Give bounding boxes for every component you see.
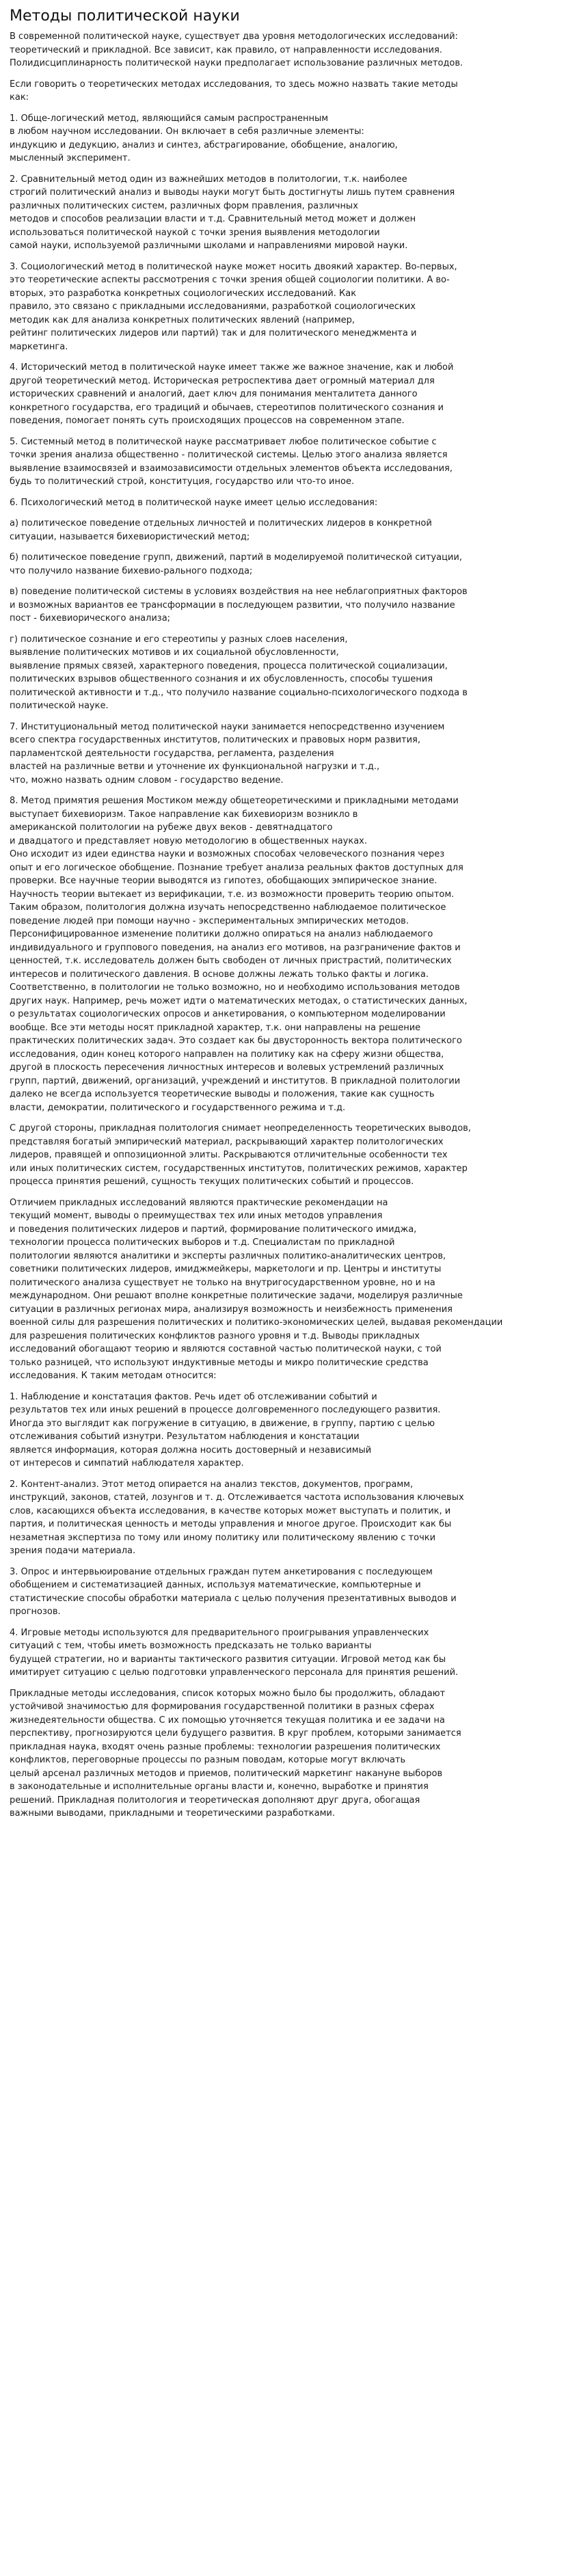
page-title: Методы политической науки [10, 8, 240, 25]
paragraph-line: а) политическое поведение отдельных личностей и политических лидеров в конкретной [10, 518, 432, 528]
paragraph-line: и возможных вариантов ее трансформации в последующем развитии, что получило название [10, 600, 455, 611]
paragraph-line: политических взрывов общественного сознания и их обусловленность, способы тушения [10, 674, 433, 684]
paragraph-line: решений. Прикладная политология и теоретическая дополняют друг друга, обогащая [10, 1795, 420, 1806]
paragraph-line: политической науке. [10, 701, 109, 711]
paragraph-line: строгий политический анализ и выводы науки могут быть достигнуты лишь путем сравнения [10, 187, 455, 198]
paragraph-line: процесса принятия решений, сущность текущих политических событий и процессов. [10, 1177, 414, 1187]
paragraph-line: слов, касающихся объекта исследования, в качестве которых может выступать и политик, и [10, 1505, 451, 1516]
paragraph-line: Научность теории вытекает из верификации, т.е. из возможности проверить теорию опытом. [10, 889, 455, 900]
paragraph-line: 2. Сравнительный метод один из важнейших методов в политологии, т.к. наиболее [10, 174, 407, 185]
paragraph-line: выявление политических мотивов и их социальной обусловленности, [10, 647, 339, 658]
paragraph-line: представляя богатый эмпирический материал, раскрывающий характер политологических [10, 1136, 444, 1147]
paragraph-line: в) поведение политической системы в условиях воздействия на нее неблагоприятных факторов [10, 587, 468, 597]
paragraph-line: для разрешения политических конфликтов разного уровня и т.д. Выводы прикладных [10, 1330, 420, 1341]
paragraph-line: международном. Они решают вполне конкретные политические задачи, моделируя различные [10, 1291, 463, 1301]
paragraph [10, 1196, 569, 1383]
paragraph [10, 260, 569, 354]
paragraph-line: лидеров, правящей и оппозиционной элиты. Раскрываются отличительные особенности тех [10, 1150, 448, 1160]
paragraph-line: пост - бихевиорического анализа; [10, 613, 171, 623]
paragraph-line: инструкций, законов, статей, лозунгов и т. д. Отслеживается частота использования ключевых [10, 1492, 464, 1503]
paragraph-line: американской политологии на рубеже двух веков - девятнадцатого [10, 822, 333, 833]
paragraph-line: в любом научном исследовании. Он включает в себя различные элементы: [10, 126, 364, 137]
paragraph [10, 1122, 569, 1189]
paragraph [10, 173, 569, 253]
paragraph-line: Персонифицированное изменение политики должно опираться на анализ наблюдаемого [10, 929, 433, 939]
paragraph-line: опыт и его логическое обобщение. Познание требует анализа реальных фактов доступных для [10, 862, 463, 873]
paragraph-line: имитирует ситуацию с целью подготовки управленческого персонала для принятия решений. [10, 1667, 459, 1678]
paragraph-line: или иных политических систем, государственных институтов, политических режимов, характер [10, 1163, 468, 1174]
paragraph [10, 721, 569, 788]
paragraph-line: 1. Обще-логический метод, являющийся самым распространенным [10, 113, 329, 124]
paragraph [10, 1391, 569, 1471]
paragraph-line: 8. Метод примятия решения Мостиком между общетеоретическими и прикладными методами [10, 796, 459, 806]
paragraph-line: выступает бихевиоризм. Такое направление как бихевиоризм возникло в [10, 809, 358, 820]
paragraph [10, 112, 569, 165]
paragraph-line: в законодательные и исполнительные органы власти и, конечно, выработке и принятия [10, 1782, 429, 1792]
paragraph [10, 496, 569, 510]
paragraph-line: 1. Наблюдение и констатация фактов. Речь идет об отслеживании событий и [10, 1391, 377, 1402]
paragraph [10, 585, 569, 626]
paragraph-line: правило, это связано с прикладными исследованиями, разработкой социологических [10, 301, 416, 312]
paragraph-line: выявление взаимосвязей и взаимозависимости отдельных элементов объекта исследования, [10, 463, 453, 474]
paragraph-line: вторых, это разработка конкретных социологических исследований. Как [10, 288, 357, 299]
paragraph-line: что получило название бихевио-рального подхода; [10, 565, 253, 576]
paragraph [10, 633, 569, 713]
paragraph-line: групп, партий, движений, организаций, учреждений и институтов. В прикладной политологии [10, 1075, 461, 1086]
paragraph-line: Иногда это выглядит как погружение в ситуацию, в движение, в группу, партию с целью [10, 1418, 435, 1429]
paragraph-line: 7. Институциональный метод политической науки занимается непосредственно изучением [10, 721, 445, 732]
paragraph-line: исследования. К таким методам относится: [10, 1371, 217, 1381]
paragraph-line: 3. Социологический метод в политической науке может носить двоякий характер. Во-первых, [10, 261, 457, 272]
paragraph-line: исследования, один конец которого направлен на политику как на сферу жизни общества, [10, 1049, 444, 1060]
paragraph-line: будь то политический строй, конституция, государство или что-то иное. [10, 477, 355, 487]
paragraph-line: Отличием прикладных исследований являются практические рекомендации на [10, 1197, 388, 1208]
paragraph-line: других наук. Например, речь может идти о математических методах, о статистических данных, [10, 995, 468, 1006]
paragraph-line: поведение людей при помощи научно - экспериментальных эмпирических методов. [10, 915, 409, 926]
paragraph-line: устойчивой значимостью для формирования государственной политики в разных сферах [10, 1702, 435, 1712]
paragraph-line: г) политическое сознание и его стереотипы у разных слоев населения, [10, 634, 348, 645]
paragraph [10, 361, 569, 428]
paragraph-line: политического анализа существует не только на внутригосударственном уровне, но и на [10, 1277, 435, 1288]
paragraph-line: далеко не всегда используется теоретические выводы и положения, такие как сущность [10, 1089, 435, 1099]
paragraph-line: ценностей, т.к. исследователь должен быть свободен от личных пристрастий, политических [10, 956, 452, 966]
paragraph-line: исследований обогащают теорию и являются составной частью политической науки, с той [10, 1344, 442, 1354]
paragraph-line: является информация, которая должна носить достоверный и независимый [10, 1445, 372, 1455]
paragraph-line: зрения подачи материала. [10, 1546, 136, 1556]
paragraph-line: методик как для анализа конкретных политических явлений (например, [10, 314, 355, 325]
paragraph-line: вообще. Все эти методы носят прикладной характер, т.к. они направлены на решение [10, 1022, 421, 1033]
paragraph-line: рейтинг политических лидеров или партий) так и для политического менеджмента и [10, 328, 417, 338]
paragraph-line: интересов и политического давления. В основе должны лежать только факты и логика. [10, 969, 429, 980]
paragraph-line: обобщением и систематизацией данных, используя математические, компьютерные и [10, 1580, 421, 1590]
paragraph-line: индивидуального и группового поведения, на анализ его мотивов, на разграничение фактов и [10, 942, 461, 953]
paragraph-line: текущий момент, выводы о преимуществах тех или иных методов управления [10, 1211, 383, 1221]
paragraph-line: теоретический и прикладной. Все зависит, как правило, от направленности исследования. [10, 44, 442, 55]
paragraph-line: Полидисциплинарность политической науки предполагает использование различных методов. [10, 58, 463, 68]
paragraph [10, 1566, 569, 1619]
paragraph-line: политологии являются аналитики и эксперты различных политико-аналитических центров, [10, 1250, 446, 1261]
paragraph-line: Прикладные методы исследования, список которых можно было бы продолжить, обладают [10, 1688, 446, 1699]
paragraph-line: практических политических задач. Это создает как бы двусторонность вектора политического [10, 1036, 462, 1046]
paragraph-line: военной силы для разрешения политических и политико-экономических целей, выдавая рекомендации [10, 1317, 503, 1328]
paragraph-line: конфликтов, переговорные процессы по разным поводам, которые могут включать [10, 1755, 406, 1765]
paragraph-line: и двадцатого и представляет новую методологию в общественных науках. [10, 835, 367, 846]
paragraph-line: перспективу, прогнозируются цели будущего развития. В круг проблем, которыми занимается [10, 1728, 461, 1739]
paragraph-line: б) политическое поведение групп, движений, партий в моделируемой политической ситуации, [10, 552, 462, 563]
paragraph-line: парламентской деятельности государства, регламента, разделения [10, 748, 334, 759]
paragraph-line: исторических сравнений и аналогий, дает ключ для понимания менталитета данного [10, 389, 418, 399]
paragraph-line: технологии процесса политических выборов и т.д. Специалистам по прикладной [10, 1237, 395, 1248]
paragraph-line: это теоретические аспекты рассмотрения с точки зрения общей социологии политики. А во- [10, 275, 450, 285]
paragraph [10, 1626, 569, 1680]
paragraph-line: другой в плоскость пересечения личностных интересов и волевых устремлений различных [10, 1062, 444, 1073]
paragraph [10, 517, 569, 544]
paragraph-line: целый арсенал различных методов и приемов, политический маркетинг накануне выборов [10, 1768, 443, 1779]
paragraph-line: ситуации, называется бихевиористический метод; [10, 531, 250, 542]
paragraph-line: Соответственно, в политологии не только возможно, но и необходимо использования методов [10, 982, 460, 993]
paragraph-line: важными выводами, прикладными и теоретическими разработками. [10, 1808, 335, 1819]
paragraph-line: конкретного государства, его традиций и обычаев, стереотипов политического сознания и [10, 402, 444, 413]
paragraph-line: С другой стороны, прикладная политология снимает неопределенность теоретических выводов, [10, 1123, 471, 1133]
paragraph-line: от интересов и симпатий наблюдателя характер. [10, 1458, 244, 1468]
paragraph-line: будущей стратегии, но и варианты тактического развития ситуации. Игровой метод как бы [10, 1654, 446, 1665]
paragraph-line: жизнедеятельности общества. С их помощью уточняется текущая политика и ее задачи на [10, 1715, 445, 1726]
paragraph-line: 5. Системный метод в политической науке рассматривает любое политическое событие с [10, 436, 437, 447]
paragraph-line: методов и способов реализации власти и т.д. Сравнительный метод может и должен [10, 214, 416, 224]
paragraph-line: 3. Опрос и интервьюирование отдельных граждан путем анкетирования с последующем [10, 1566, 433, 1577]
paragraph-line: только разницей, что используют индуктивные методы и микро политические средства [10, 1357, 429, 1368]
paragraph-line: власти, демократии, политического и государственного режима и т.д. [10, 1102, 346, 1113]
paragraph-line: Таким образом, политология должна изучать непосредственно наблюдаемое политическое [10, 902, 446, 913]
paragraph-line: мысленный эксперимент. [10, 153, 131, 163]
paragraph [10, 551, 569, 578]
paragraph-line: 6. Психологический метод в политической науке имеет целью исследования: [10, 497, 378, 508]
paragraph-line: различных политических систем, различных форм правления, различных [10, 200, 358, 211]
paragraph-line: точки зрения анализа общественно - политической системы. Целью этого анализа является [10, 450, 448, 460]
paragraph-line: что, можно назвать одним словом - государство ведение. [10, 775, 284, 786]
paragraph [10, 1478, 569, 1558]
article-body [10, 30, 569, 1821]
paragraph [10, 1687, 569, 1821]
paragraph-line: проверки. Все научные теории выводятся из гипотез, обобщающих эмпирическое знание. [10, 876, 437, 886]
paragraph-line: результатов тех или иных решений в процессе долговременного последующего развития. [10, 1405, 441, 1415]
paragraph-line: использоваться политической наукой с точки зрения выявления методологии [10, 227, 380, 238]
paragraph-line: 2. Контент-анализ. Этот метод опирается на анализ текстов, документов, программ, [10, 1479, 414, 1490]
paragraph-line: и поведения политических лидеров и партий, формирование политического имиджа, [10, 1224, 417, 1235]
paragraph-line: о результатах социологических опросов и анкетирования, о компьютерном моделировании [10, 1009, 446, 1019]
paragraph-line: ситуации в различных регионах мира, анализируя возможность и неизбежность применения [10, 1304, 453, 1315]
paragraph-line: индукцию и дедукцию, анализ и синтез, абстрагирование, обобщение, аналогию, [10, 139, 398, 150]
paragraph [10, 435, 569, 489]
paragraph-line: Оно исходит из идеи единства науки и возможных способах человеческого познания через [10, 849, 445, 859]
paragraph-line: Если говорить о теоретических методах исследования, то здесь можно назвать такие методы [10, 79, 458, 90]
paragraph-line: маркетинга. [10, 341, 68, 352]
paragraph-line: отслеживания событий изнутри. Результатом наблюдения и констатации [10, 1432, 360, 1442]
paragraph [10, 794, 569, 1114]
paragraph-line: 4. Исторический метод в политической науке имеет также же важное значение, как и любой [10, 362, 454, 373]
paragraph-line: политической активности и т.д., что получило название социально-психологического подхода в [10, 687, 468, 698]
paragraph-line: незаметная экспертиза по тому или иному политику или политическому явлению с точки [10, 1532, 436, 1543]
paragraph-line: партия, и политическая ценность и методы управления и многое другое. Происходит как бы [10, 1519, 452, 1529]
paragraph-line: В современной политической науке, существует два уровня методологических исследований: [10, 31, 458, 42]
paragraph-line: как: [10, 92, 29, 103]
paragraph-line: другой теоретический метод. Историческая ретроспектива дает огромный материал для [10, 375, 435, 386]
paragraph-line: 4. Игровые методы используются для предварительного проигрывания управленческих [10, 1627, 429, 1638]
paragraph-line: прикладная наука, входят очень разные проблемы: технологии разрешения политических [10, 1741, 441, 1752]
paragraph [10, 30, 569, 70]
paragraph-line: всего спектра государственных институтов, политических и правовых норм развития, [10, 735, 420, 745]
paragraph [10, 78, 569, 105]
paragraph-line: поведения, помогает понять суть происходящих процессов на современном этапе. [10, 416, 405, 426]
paragraph-line: выявление прямых связей, характерного поведения, процесса политической социализации, [10, 660, 448, 671]
paragraph-line: ситуаций с тем, чтобы иметь возможность предсказать не только варианты [10, 1641, 372, 1651]
paragraph-line: самой науки, используемой различными школами и направлениями мировой науки. [10, 241, 408, 251]
paragraph-line: советники политических лидеров, имиджмейкеры, маркетологи и пр. Центры и институты [10, 1264, 442, 1274]
paragraph-line: властей на различные ветви и уточнение их функциональной нагрузки и т.д., [10, 762, 380, 772]
paragraph-line: статистические способы обработки материала с целью получения презентативных выводов и [10, 1593, 457, 1604]
paragraph-line: прогнозов. [10, 1607, 61, 1617]
